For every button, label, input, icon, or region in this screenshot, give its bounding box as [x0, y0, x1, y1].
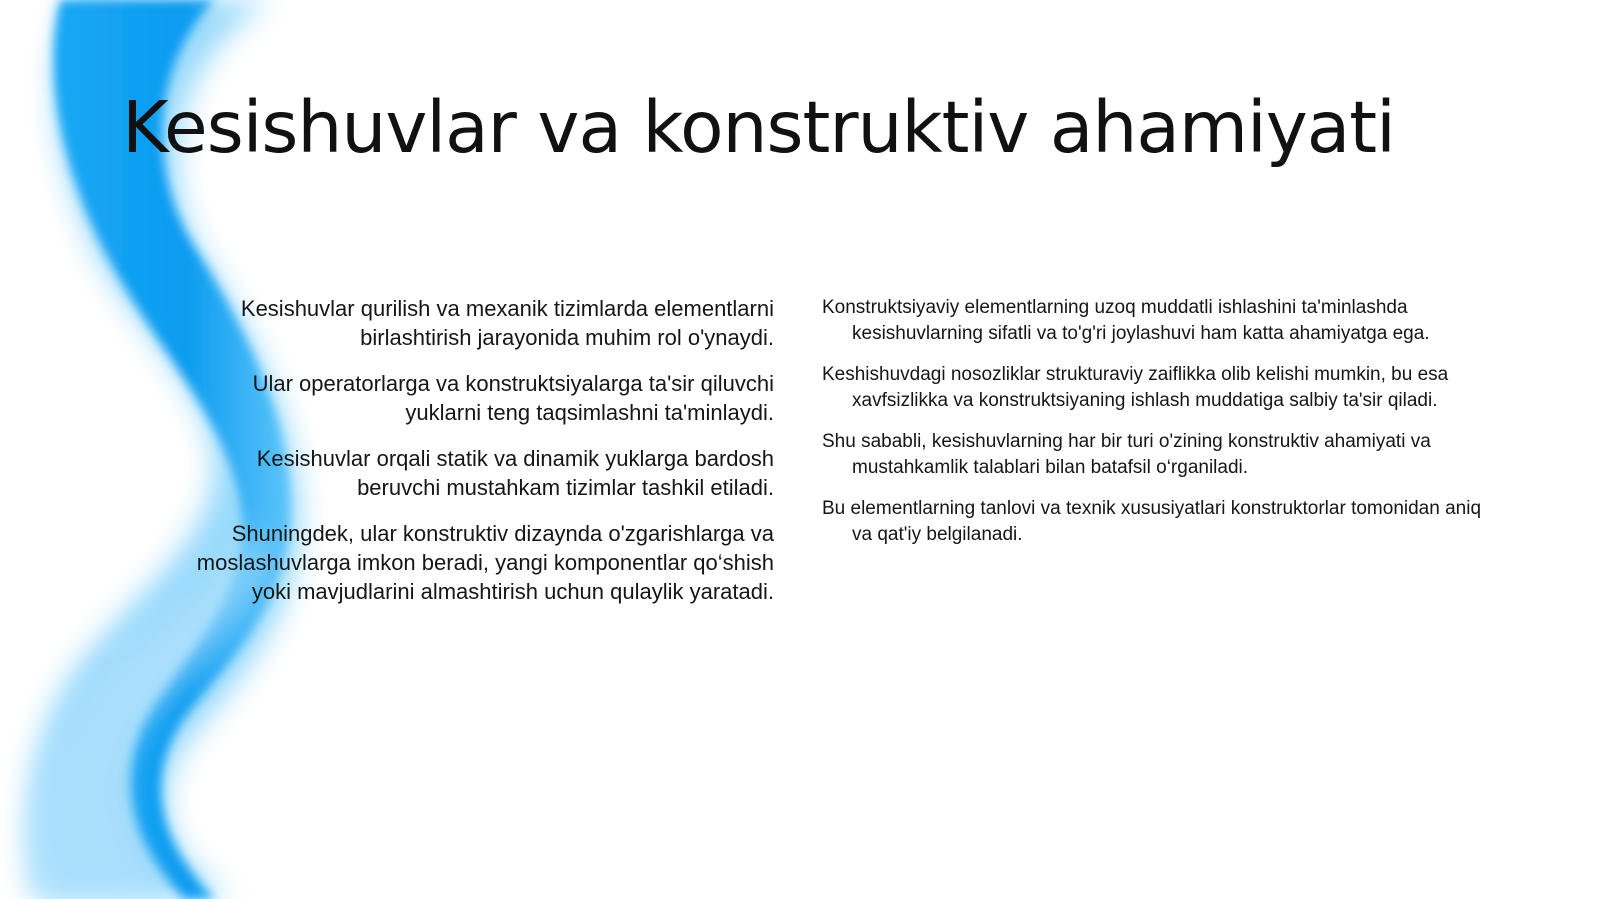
right-paragraph: Konstruktsiyaviy elementlarning uzoq muddatli ishlashini ta'minlashda kesishuvlarning sifatli va to'g'ri joylashuvi ham katta ahamiyatga ega.	[822, 297, 1430, 344]
right-text-column	[822, 295, 1482, 563]
right-paragraph: Shu sababli, kesishuvlarning har bir turi o'zining konstruktiv ahamiyati va mustahkamlik talablari bilan batafsil o‘rganiladi.	[822, 431, 1431, 478]
left-paragraph: Kesishuvlar qurilish va mexanik tizimlarda elementlarni birlashtirish jarayonida muhim rol o'ynaydi.	[240, 296, 774, 350]
left-paragraph: Ular operatorlarga va konstruktsiyalarga ta'sir qiluvchi yuklarni teng taqsimlashni ta'minlaydi.	[252, 371, 774, 425]
right-paragraph: Keshishuvdagi nosozliklar strukturaviy zaiflikka olib kelishi mumkin, bu esa xavfsizlikka va konstruktsiyaning ishlash muddatiga salbiy ta'sir qiladi.	[822, 364, 1449, 411]
slide-title: Kesishuvlar va konstruktiv ahamiyati	[122, 86, 1395, 169]
left-paragraph: Shuningdek, ular konstruktiv dizaynda o'zgarishlarga va moslashuvlarga imkon beradi, yangi komponentlar qo‘shish yoki mavjudlarini almashtirish uchun qulaylik yaratadi.	[196, 521, 774, 604]
left-paragraph: Kesishuvlar orqali statik va dinamik yuklarga bardosh beruvchi mustahkam tizimlar tashkil etiladi.	[256, 446, 774, 500]
right-paragraph: Bu elementlarning tanlovi va texnik xususiyatlari konstruktorlar tomonidan aniq va qat'iy belgilanadi.	[822, 498, 1482, 545]
left-text-column	[172, 294, 774, 623]
